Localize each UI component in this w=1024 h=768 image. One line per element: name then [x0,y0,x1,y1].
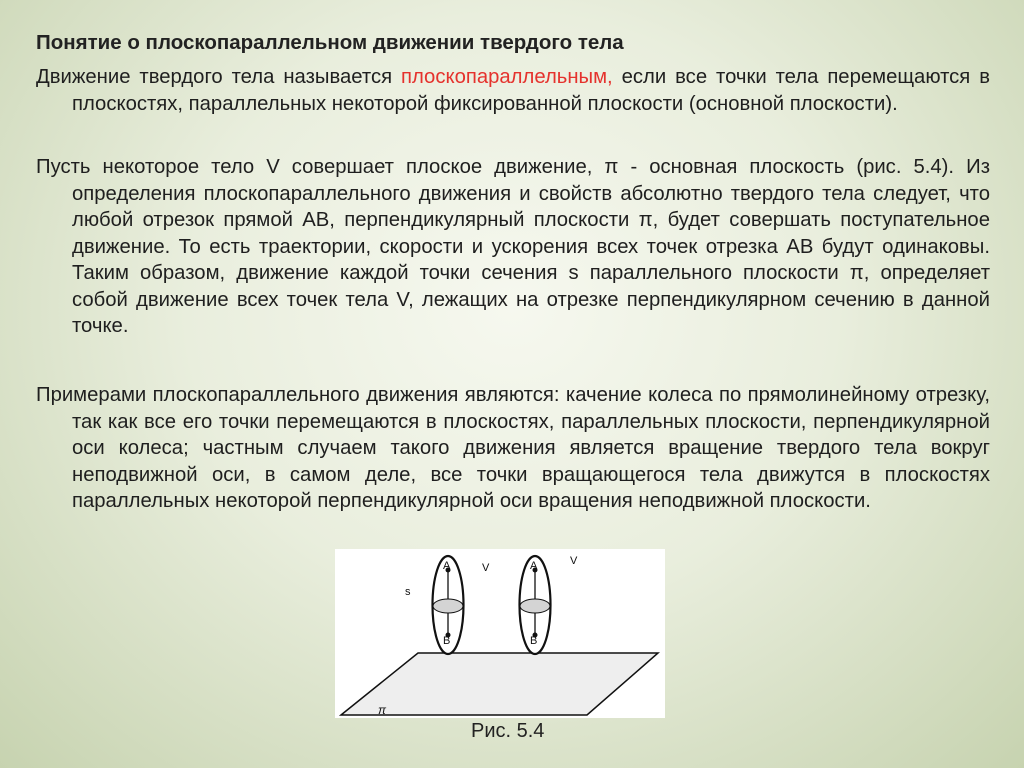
label-s: s [405,586,411,598]
figure-caption: Рис. 5.4 [471,720,545,742]
definition-text-start: Движение твердого тела называется [36,66,401,88]
figure-5-4 [335,549,665,718]
label-v-1: V [482,562,490,574]
paragraph-explanation: Пусть некоторое тело V совершает плоское движение, π - основная плоскость (рис. 5.4). Из определения плоскопараллельного движения и свойств абсолютно твердого тела следует, что любой отрезок прямой AB, перпендикулярный плоскости π, будет совершать поступательное движение. То есть траектории, скорости и ускорения всех точек отрезка AB будут одинаковы. Таким образом, движение каждой точки сечения s параллельного плоскости π, определяет собой движение всех точек тела V, лежащих на отрезке перпендикулярном сечению в данной точке. [36,156,990,337]
label-pi: π [378,703,387,717]
paragraph-definition [36,64,990,117]
definition-text-end: если все точки тела перемещаются в плоскостях, параллельных некоторой фиксированной плоскости (основной плоскости). [72,66,990,115]
label-v-2: V [570,555,578,567]
label-b-2: B [530,635,538,647]
section-s-2 [520,599,550,613]
plane-pi [341,653,658,715]
label-a-2: A [530,560,538,572]
label-b-1: B [443,635,451,647]
definition-highlight-term: плоскопараллельным, [401,66,613,88]
section-s-1 [433,599,463,613]
body-2 [520,555,579,654]
body-1 [433,556,491,654]
label-a-1: A [443,560,451,572]
figure-diagram [335,549,665,718]
slide-title: Понятие о плоскопараллельном движении твердого тела [36,31,624,54]
paragraph-examples: Примерами плоскопараллельного движения являются: качение колеса по прямолинейному отрезку, так как все его точки перемещаются в плоскостях, параллельных плоскости, перпендикулярной оси колеса; частным случаем такого движения является вращение твердого тела вокруг неподвижной оси, в самом деле, все точки вращающегося тела движутся в плоскостях параллельных некоторой перпендикулярной оси вращения неподвижной плоскости. [36,384,990,512]
